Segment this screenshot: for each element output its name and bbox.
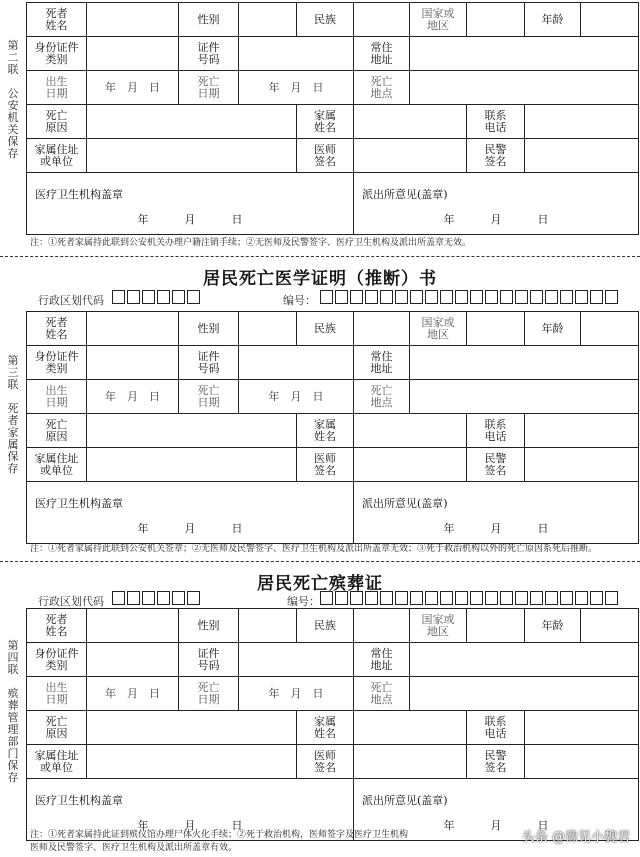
value-ethnicity[interactable] (354, 3, 410, 37)
police-opinion-label: 派出所意见(盖章) (362, 497, 448, 510)
label-address: 常住 地址 (354, 643, 410, 677)
label-birth-date: 出生 日期 (27, 380, 87, 414)
value-id-type[interactable] (87, 643, 179, 677)
code-digit-box[interactable] (172, 290, 185, 304)
hospital-seal-cell[interactable] (27, 482, 354, 544)
code-digit-box[interactable] (455, 290, 468, 304)
hospital-seal-label: 医疗卫生机构盖章 (35, 497, 123, 510)
label-death-place: 死亡 地点 (354, 71, 410, 105)
code-digit-box[interactable] (500, 591, 513, 605)
code-digit-box[interactable] (380, 591, 393, 605)
code-digit-box[interactable] (157, 591, 170, 605)
label-death-date: 死亡 日期 (179, 677, 239, 711)
code-digit-box[interactable] (485, 591, 498, 605)
code-digit-box[interactable] (455, 591, 468, 605)
label-id-number: 证件 号码 (179, 37, 239, 71)
copy-4-note-line2: 医师及民警签字、医疗卫生机构及派出所盖章有效。 (30, 843, 238, 853)
value-country[interactable] (467, 3, 525, 37)
code-digit-box[interactable] (142, 290, 155, 304)
label-death-cause: 死亡 原因 (27, 711, 87, 745)
number-boxes[interactable] (320, 591, 618, 605)
value-id-number[interactable] (239, 346, 354, 380)
copy-3-note: 注：①死者家属持此联到公安机关签章；②无医师及民警签字、医疗卫生机构及派出所盖章无效；③死于救治机构以外的死亡原因系死后推断。 (30, 544, 598, 554)
code-digit-box[interactable] (395, 591, 408, 605)
code-digit-box[interactable] (575, 290, 588, 304)
value-id-type[interactable] (87, 37, 179, 71)
day-label: 日 (537, 213, 549, 226)
value-id-number[interactable] (239, 643, 354, 677)
value-age[interactable] (581, 312, 639, 346)
code-digit-box[interactable] (530, 290, 543, 304)
label-sex: 性别 (179, 312, 239, 346)
label-police-sign: 民警 签名 (467, 745, 525, 779)
value-death-place[interactable] (410, 71, 639, 105)
region-code-boxes[interactable] (112, 290, 200, 304)
code-digit-box[interactable] (545, 290, 558, 304)
value-family-name[interactable] (354, 711, 467, 745)
label-deceased-name: 死者 姓名 (27, 312, 87, 346)
label-death-date: 死亡 日期 (179, 380, 239, 414)
code-digit-box[interactable] (425, 591, 438, 605)
code-digit-box[interactable] (127, 290, 140, 304)
tear-line (0, 256, 640, 257)
label-country: 国家或 地区 (410, 3, 467, 37)
day-label: 日 (537, 819, 549, 832)
code-digit-box[interactable] (142, 591, 155, 605)
code-digit-box[interactable] (365, 290, 378, 304)
value-doctor-sign[interactable] (354, 745, 467, 779)
certificate-table (26, 608, 639, 841)
month-label: 月 (490, 213, 502, 226)
value-id-type[interactable] (87, 346, 179, 380)
month-label: 月 (490, 819, 502, 832)
value-deceased-name[interactable] (87, 3, 179, 37)
month-label: 月 (184, 819, 196, 832)
label-police-sign: 民警 签名 (467, 139, 525, 173)
code-digit-box[interactable] (425, 290, 438, 304)
label-age: 年龄 (525, 312, 581, 346)
label-death-place: 死亡 地点 (354, 380, 410, 414)
police-opinion-label: 派出所意见(盖章) (362, 794, 448, 807)
value-id-number[interactable] (239, 37, 354, 71)
value-address[interactable] (410, 346, 639, 380)
label-doctor-sign: 医师 签名 (297, 745, 354, 779)
value-family-address[interactable] (87, 745, 297, 779)
label-death-date: 死亡 日期 (179, 71, 239, 105)
value-sex[interactable] (239, 3, 297, 37)
code-digit-box[interactable] (530, 591, 543, 605)
label-phone: 联系 电话 (467, 105, 525, 139)
code-digit-box[interactable] (112, 591, 125, 605)
copy-4-codes (0, 591, 640, 609)
value-family-name[interactable] (354, 414, 467, 448)
label-address: 常住 地址 (354, 346, 410, 380)
value-death-place[interactable] (410, 677, 639, 711)
code-digit-box[interactable] (157, 290, 170, 304)
code-digit-box[interactable] (515, 290, 528, 304)
label-doctor-sign: 医师 签名 (297, 139, 354, 173)
label-police-sign: 民警 签名 (467, 448, 525, 482)
year-label: 年 (137, 522, 149, 535)
value-death-date[interactable]: 年 月 日 (239, 380, 354, 414)
value-death-place[interactable] (410, 380, 639, 414)
label-deceased-name: 死者 姓名 (27, 609, 87, 643)
copy-3-title: 居民死亡医学证明（推断）书 (203, 269, 437, 289)
label-phone: 联系 电话 (467, 711, 525, 745)
value-family-address[interactable] (87, 139, 297, 173)
label-ethnicity: 民族 (297, 312, 354, 346)
day-label: 日 (231, 522, 243, 535)
value-age[interactable] (581, 3, 639, 37)
value-death-date[interactable]: 年 月 日 (239, 71, 354, 105)
code-digit-box[interactable] (335, 591, 348, 605)
label-id-type: 身份证件 类别 (27, 346, 87, 380)
value-birth-date[interactable]: 年 月 日 (87, 71, 179, 105)
police-opinion-date (354, 202, 638, 226)
value-death-date[interactable]: 年 月 日 (239, 677, 354, 711)
code-digit-box[interactable] (590, 290, 603, 304)
value-address[interactable] (410, 643, 639, 677)
value-family-address[interactable] (87, 448, 297, 482)
hospital-seal-cell[interactable] (27, 173, 354, 235)
value-birth-date[interactable]: 年 月 日 (87, 677, 179, 711)
code-digit-box[interactable] (545, 591, 558, 605)
day-label: 日 (231, 213, 243, 226)
value-doctor-sign[interactable] (354, 448, 467, 482)
code-digit-box[interactable] (560, 290, 573, 304)
label-country: 国家或 地区 (410, 609, 467, 643)
month-label: 月 (184, 213, 196, 226)
value-family-name[interactable] (354, 105, 467, 139)
code-digit-box[interactable] (560, 591, 573, 605)
copy-4-side-label: 第 四 联 殡 葬 管 理 部 门 保 存 (7, 639, 19, 784)
label-family-address: 家属住址 或单位 (27, 745, 87, 779)
hospital-seal-date (27, 511, 353, 535)
copy-3-codes (0, 290, 640, 308)
value-ethnicity[interactable] (354, 609, 410, 643)
hospital-seal-label: 医疗卫生机构盖章 (35, 794, 123, 807)
label-birth-date: 出生 日期 (27, 71, 87, 105)
value-death-cause[interactable] (87, 414, 297, 448)
code-digit-box[interactable] (470, 290, 483, 304)
code-digit-box[interactable] (350, 290, 363, 304)
code-digit-box[interactable] (500, 290, 513, 304)
copy-4-title: 居民死亡殡葬证 (257, 574, 383, 594)
label-address: 常住 地址 (354, 37, 410, 71)
code-digit-box[interactable] (187, 591, 200, 605)
value-country[interactable] (467, 609, 525, 643)
code-digit-box[interactable] (605, 290, 618, 304)
label-deceased-name: 死者 姓名 (27, 3, 87, 37)
label-ethnicity: 民族 (297, 609, 354, 643)
police-opinion-date (354, 511, 638, 535)
region-code-label: 行政区划代码 (38, 595, 104, 608)
value-age[interactable] (581, 609, 639, 643)
certificate-table (26, 311, 639, 544)
value-deceased-name[interactable] (87, 609, 179, 643)
code-digit-box[interactable] (590, 591, 603, 605)
code-digit-box[interactable] (365, 591, 378, 605)
copy-4-note: 注：①死者家属持此证到殡仪馆办理尸体火化手续；②死于救治机构，医师签字及医疗卫生机构 (30, 830, 409, 840)
label-doctor-sign: 医师 签名 (297, 448, 354, 482)
label-id-number: 证件 号码 (179, 346, 239, 380)
label-family-address: 家属住址 或单位 (27, 139, 87, 173)
watermark-text: 头条 @豫见小魏君 (521, 830, 630, 845)
label-family-address: 家属住址 或单位 (27, 448, 87, 482)
code-digit-box[interactable] (605, 591, 618, 605)
label-family-name: 家属 姓名 (297, 711, 354, 745)
label-age: 年龄 (525, 609, 581, 643)
code-digit-box[interactable] (187, 290, 200, 304)
code-digit-box[interactable] (380, 290, 393, 304)
code-digit-box[interactable] (350, 591, 363, 605)
copy-2-note: 注：①死者家属持此联到公安机关办理户籍注销手续；②无医师及民警签字、医疗卫生机构及派出所盖章无效。 (30, 238, 472, 248)
year-label: 年 (443, 213, 455, 226)
region-code-label: 行政区划代码 (38, 294, 104, 307)
police-opinion-cell[interactable] (354, 173, 639, 235)
value-phone[interactable] (525, 711, 639, 745)
label-death-cause: 死亡 原因 (27, 414, 87, 448)
value-death-cause[interactable] (87, 105, 297, 139)
code-digit-box[interactable] (112, 290, 125, 304)
year-label: 年 (443, 522, 455, 535)
value-sex[interactable] (239, 312, 297, 346)
label-id-type: 身份证件 类别 (27, 643, 87, 677)
label-death-place: 死亡 地点 (354, 677, 410, 711)
label-family-name: 家属 姓名 (297, 414, 354, 448)
code-digit-box[interactable] (320, 591, 333, 605)
value-sex[interactable] (239, 609, 297, 643)
value-address[interactable] (410, 37, 639, 71)
label-country: 国家或 地区 (410, 312, 467, 346)
label-sex: 性别 (179, 609, 239, 643)
code-digit-box[interactable] (410, 290, 423, 304)
number-label: 编号： (287, 595, 320, 608)
value-country[interactable] (467, 312, 525, 346)
value-doctor-sign[interactable] (354, 139, 467, 173)
label-id-type: 身份证件 类别 (27, 37, 87, 71)
label-family-name: 家属 姓名 (297, 105, 354, 139)
value-ethnicity[interactable] (354, 312, 410, 346)
code-digit-box[interactable] (515, 591, 528, 605)
value-police-sign[interactable] (525, 745, 639, 779)
month-label: 月 (490, 522, 502, 535)
year-label: 年 (443, 819, 455, 832)
code-digit-box[interactable] (470, 591, 483, 605)
police-opinion-label: 派出所意见(盖章) (362, 188, 448, 201)
year-label: 年 (137, 819, 149, 832)
code-digit-box[interactable] (320, 290, 333, 304)
code-digit-box[interactable] (410, 591, 423, 605)
code-digit-box[interactable] (172, 591, 185, 605)
year-label: 年 (137, 213, 149, 226)
day-label: 日 (537, 522, 549, 535)
month-label: 月 (184, 522, 196, 535)
number-boxes[interactable] (320, 290, 618, 304)
label-age: 年龄 (525, 3, 581, 37)
tear-line (0, 561, 640, 562)
value-police-sign[interactable] (525, 139, 639, 173)
code-digit-box[interactable] (127, 591, 140, 605)
value-deceased-name[interactable] (87, 312, 179, 346)
label-death-cause: 死亡 原因 (27, 105, 87, 139)
code-digit-box[interactable] (440, 591, 453, 605)
hospital-seal-date (27, 202, 353, 226)
value-police-sign[interactable] (525, 448, 639, 482)
code-digit-box[interactable] (575, 591, 588, 605)
region-code-boxes[interactable] (112, 591, 200, 605)
label-birth-date: 出生 日期 (27, 677, 87, 711)
certificate-table (26, 2, 639, 235)
value-death-cause[interactable] (87, 711, 297, 745)
hospital-seal-label: 医疗卫生机构盖章 (35, 188, 123, 201)
code-digit-box[interactable] (440, 290, 453, 304)
value-birth-date[interactable]: 年 月 日 (87, 380, 179, 414)
code-digit-box[interactable] (485, 290, 498, 304)
value-phone[interactable] (525, 414, 639, 448)
day-label: 日 (231, 819, 243, 832)
label-sex: 性别 (179, 3, 239, 37)
label-ethnicity: 民族 (297, 3, 354, 37)
code-digit-box[interactable] (395, 290, 408, 304)
number-label: 编号： (283, 294, 316, 307)
label-id-number: 证件 号码 (179, 643, 239, 677)
code-digit-box[interactable] (335, 290, 348, 304)
police-opinion-cell[interactable] (354, 482, 639, 544)
copy-2-side-label: 第 二 联 公 安 机 关 保 存 (7, 39, 19, 160)
label-phone: 联系 电话 (467, 414, 525, 448)
copy-3-side-label: 第 三 联 死 者 家 属 保 存 (7, 354, 19, 475)
value-phone[interactable] (525, 105, 639, 139)
